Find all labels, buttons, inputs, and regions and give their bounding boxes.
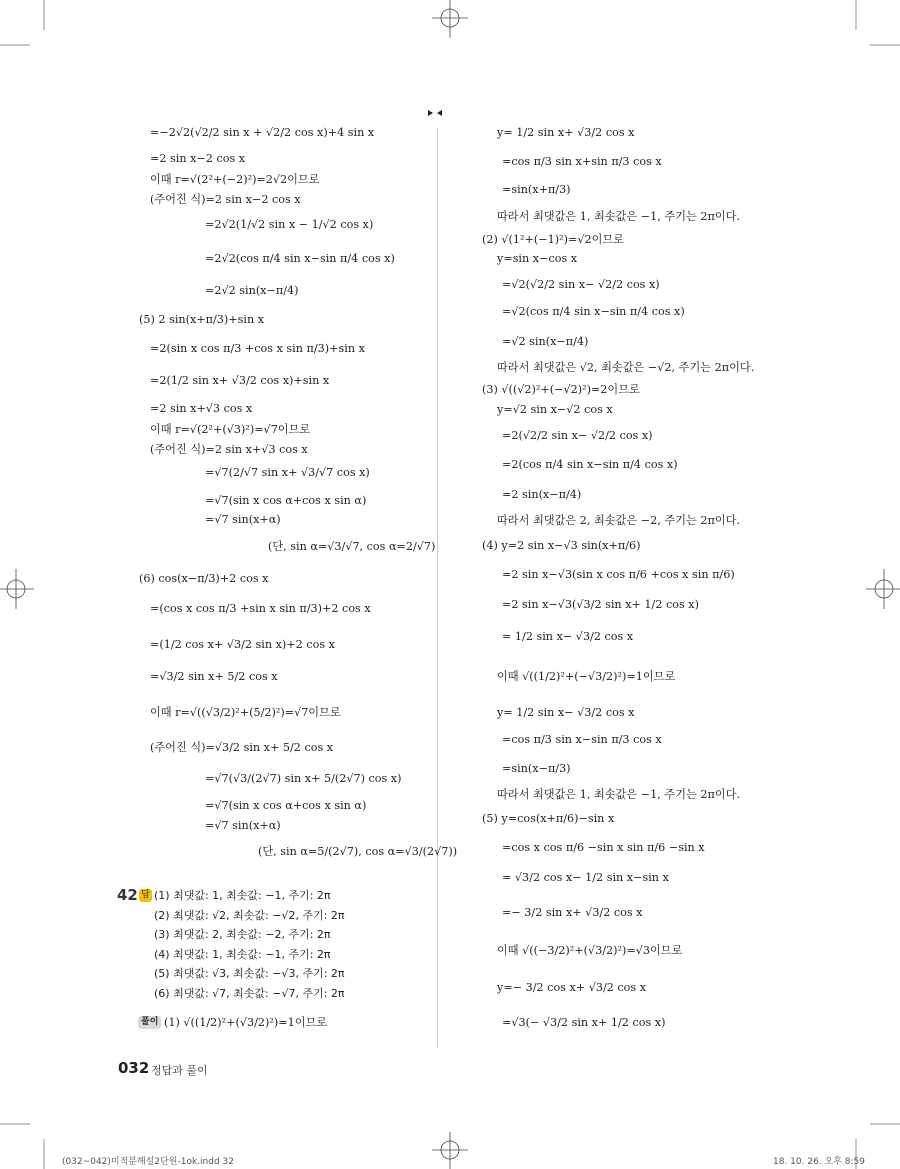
right-derivation-line: =√2(√2/2 sin x− √2/2 cos x) — [502, 278, 660, 291]
right-derivation-line: =√3(− √3/2 sin x+ 1/2 cos x) — [502, 1016, 666, 1029]
left-derivation-line: =(cos x cos π/3 +sin x sin π/3)+2 cos x — [150, 602, 371, 615]
left-derivation-line: =√7(sin x cos α+cos x sin α) — [205, 494, 367, 507]
right-derivation-line: =2 sin(x−π/4) — [502, 488, 582, 501]
right-derivation-line: =2(√2/2 sin x− √2/2 cos x) — [502, 429, 653, 442]
file-slug: (032~042)미적분해설2단원-1ok.indd 32 — [62, 1157, 235, 1167]
left-derivation-line: (5) 2 sin(x+π/3)+sin x — [139, 313, 265, 326]
left-derivation-line: 이때 r=√(2²+(−2)²)=2√2이므로 — [150, 173, 320, 186]
right-derivation-line: 따라서 최댓값은 2, 최솟값은 −2, 주기는 2π이다. — [497, 514, 741, 527]
right-derivation-line: 이때 √((−3/2)²+(√3/2)²)=√3이므로 — [497, 944, 683, 957]
right-derivation-line: y= 1/2 sin x+ √3/2 cos x — [497, 126, 635, 139]
left-derivation-line: =2(sin x cos π/3 +cos x sin π/3)+sin x — [150, 342, 365, 355]
right-derivation-line: =2 sin x−√3(√3/2 sin x+ 1/2 cos x) — [502, 598, 699, 611]
left-derivation-line: (단, sin α=√3/√7, cos α=2/√7) — [268, 540, 436, 553]
answer-item: (1) 최댓값: 1, 최솟값: −1, 주기: 2π — [154, 889, 331, 902]
footer-title: 정답과 풀이 — [151, 1064, 208, 1077]
column-divider — [437, 128, 438, 1048]
problem-number: 42 — [117, 886, 138, 904]
left-derivation-line: =2√2(1/√2 sin x − 1/√2 cos x) — [205, 218, 374, 231]
right-derivation-line: =2(cos π/4 sin x−sin π/4 cos x) — [502, 458, 678, 471]
left-derivation-line: 이때 r=√((√3/2)²+(5/2)²)=√7이므로 — [150, 706, 341, 719]
right-derivation-line: 따라서 최댓값은 √2, 최솟값은 −√2, 주기는 2π이다. — [497, 361, 755, 374]
right-derivation-line: =√2 sin(x−π/4) — [502, 335, 589, 348]
left-derivation-line: =−2√2(√2/2 sin x + √2/2 cos x)+4 sin x — [150, 126, 375, 139]
right-derivation-line: =cos π/3 sin x−sin π/3 cos x — [502, 733, 662, 746]
left-derivation-line: =√7 sin(x+α) — [205, 819, 281, 832]
print-timestamp: 18. 10. 26. 오후 8:59 — [773, 1157, 865, 1167]
left-derivation-line: (6) cos(x−π/3)+2 cos x — [139, 572, 269, 585]
right-derivation-line: 따라서 최댓값은 1, 최솟값은 −1, 주기는 2π이다. — [497, 210, 741, 223]
left-derivation-line: (주어진 식)=2 sin x+√3 cos x — [150, 443, 308, 456]
right-derivation-line: =2 sin x−√3(sin x cos π/6 +cos x sin π/6) — [502, 568, 735, 581]
right-derivation-line: =cos π/3 sin x+sin π/3 cos x — [502, 155, 662, 168]
page-number: 032 — [118, 1059, 150, 1077]
solution-badge: 풀이 — [138, 1016, 161, 1029]
left-derivation-line: 이때 r=√(2²+(√3)²)=√7이므로 — [150, 423, 311, 436]
answer-item: (3) 최댓값: 2, 최솟값: −2, 주기: 2π — [154, 928, 331, 941]
right-derivation-line: =sin(x−π/3) — [502, 762, 571, 775]
left-derivation-line: (주어진 식)=2 sin x−2 cos x — [150, 193, 301, 206]
left-derivation-line: =√7(√3/(2√7) sin x+ 5/(2√7) cos x) — [205, 772, 402, 785]
right-derivation-line: (5) y=cos(x+π/6)−sin x — [482, 812, 615, 825]
right-derivation-line: 이때 √((1/2)²+(−√3/2)²)=1이므로 — [497, 670, 676, 683]
answer-item: (6) 최댓값: √7, 최솟값: −√7, 주기: 2π — [154, 986, 345, 1000]
left-derivation-line: =2 sin x+√3 cos x — [150, 402, 253, 415]
left-derivation-line: =(1/2 cos x+ √3/2 sin x)+2 cos x — [150, 638, 335, 651]
left-derivation-line: =√3/2 sin x+ 5/2 cos x — [150, 670, 278, 683]
left-derivation-line: =√7 sin(x+α) — [205, 513, 281, 526]
right-derivation-line: 따라서 최댓값은 1, 최솟값은 −1, 주기는 2π이다. — [497, 788, 741, 801]
right-derivation-line: (2) √(1²+(−1)²)=√2이므로 — [482, 233, 624, 246]
left-derivation-line: (단, sin α=5/(2√7), cos α=√3/(2√7)) — [258, 845, 458, 858]
right-derivation-line: =√2(cos π/4 sin x−sin π/4 cos x) — [502, 305, 685, 318]
left-derivation-line: =√7(2/√7 sin x+ √3/√7 cos x) — [205, 466, 370, 479]
left-derivation-line: =2√2(cos π/4 sin x−sin π/4 cos x) — [205, 252, 395, 265]
right-derivation-line: =sin(x+π/3) — [502, 183, 571, 196]
right-derivation-line: y=sin x−cos x — [497, 252, 578, 265]
answer-item: (4) 최댓값: 1, 최솟값: −1, 주기: 2π — [154, 947, 331, 961]
right-derivation-line: y=− 3/2 cos x+ √3/2 cos x — [497, 981, 647, 994]
column-ornament-icon — [427, 108, 443, 118]
right-derivation-line: y=√2 sin x−√2 cos x — [497, 403, 613, 416]
right-derivation-line: (3) √((√2)²+(−√2)²)=2이므로 — [482, 383, 640, 396]
left-derivation-line: (주어진 식)=√3/2 sin x+ 5/2 cos x — [150, 741, 334, 754]
left-derivation-line: =2 sin x−2 cos x — [150, 152, 246, 165]
right-derivation-line: = 1/2 sin x− √3/2 cos x — [502, 630, 634, 643]
answer-item: (5) 최댓값: √3, 최솟값: −√3, 주기: 2π — [154, 967, 345, 980]
answer-item: (2) 최댓값: √2, 최솟값: −√2, 주기: 2π — [154, 908, 345, 922]
left-derivation-line: =√7(sin x cos α+cos x sin α) — [205, 799, 367, 812]
right-derivation-line: =− 3/2 sin x+ √3/2 cos x — [502, 906, 643, 919]
right-derivation-line: = √3/2 cos x− 1/2 sin x−sin x — [502, 871, 669, 884]
solution-first-line: (1) √((1/2)²+(√3/2)²)=1이므로 — [164, 1016, 328, 1029]
left-derivation-line: =2√2 sin(x−π/4) — [205, 284, 299, 297]
answer-badge: 답 — [139, 889, 152, 902]
left-derivation-line: =2(1/2 sin x+ √3/2 cos x)+sin x — [150, 374, 330, 387]
right-derivation-line: =cos x cos π/6 −sin x sin π/6 −sin x — [502, 841, 705, 854]
right-derivation-line: (4) y=2 sin x−√3 sin(x+π/6) — [482, 539, 641, 552]
right-derivation-line: y= 1/2 sin x− √3/2 cos x — [497, 706, 635, 719]
